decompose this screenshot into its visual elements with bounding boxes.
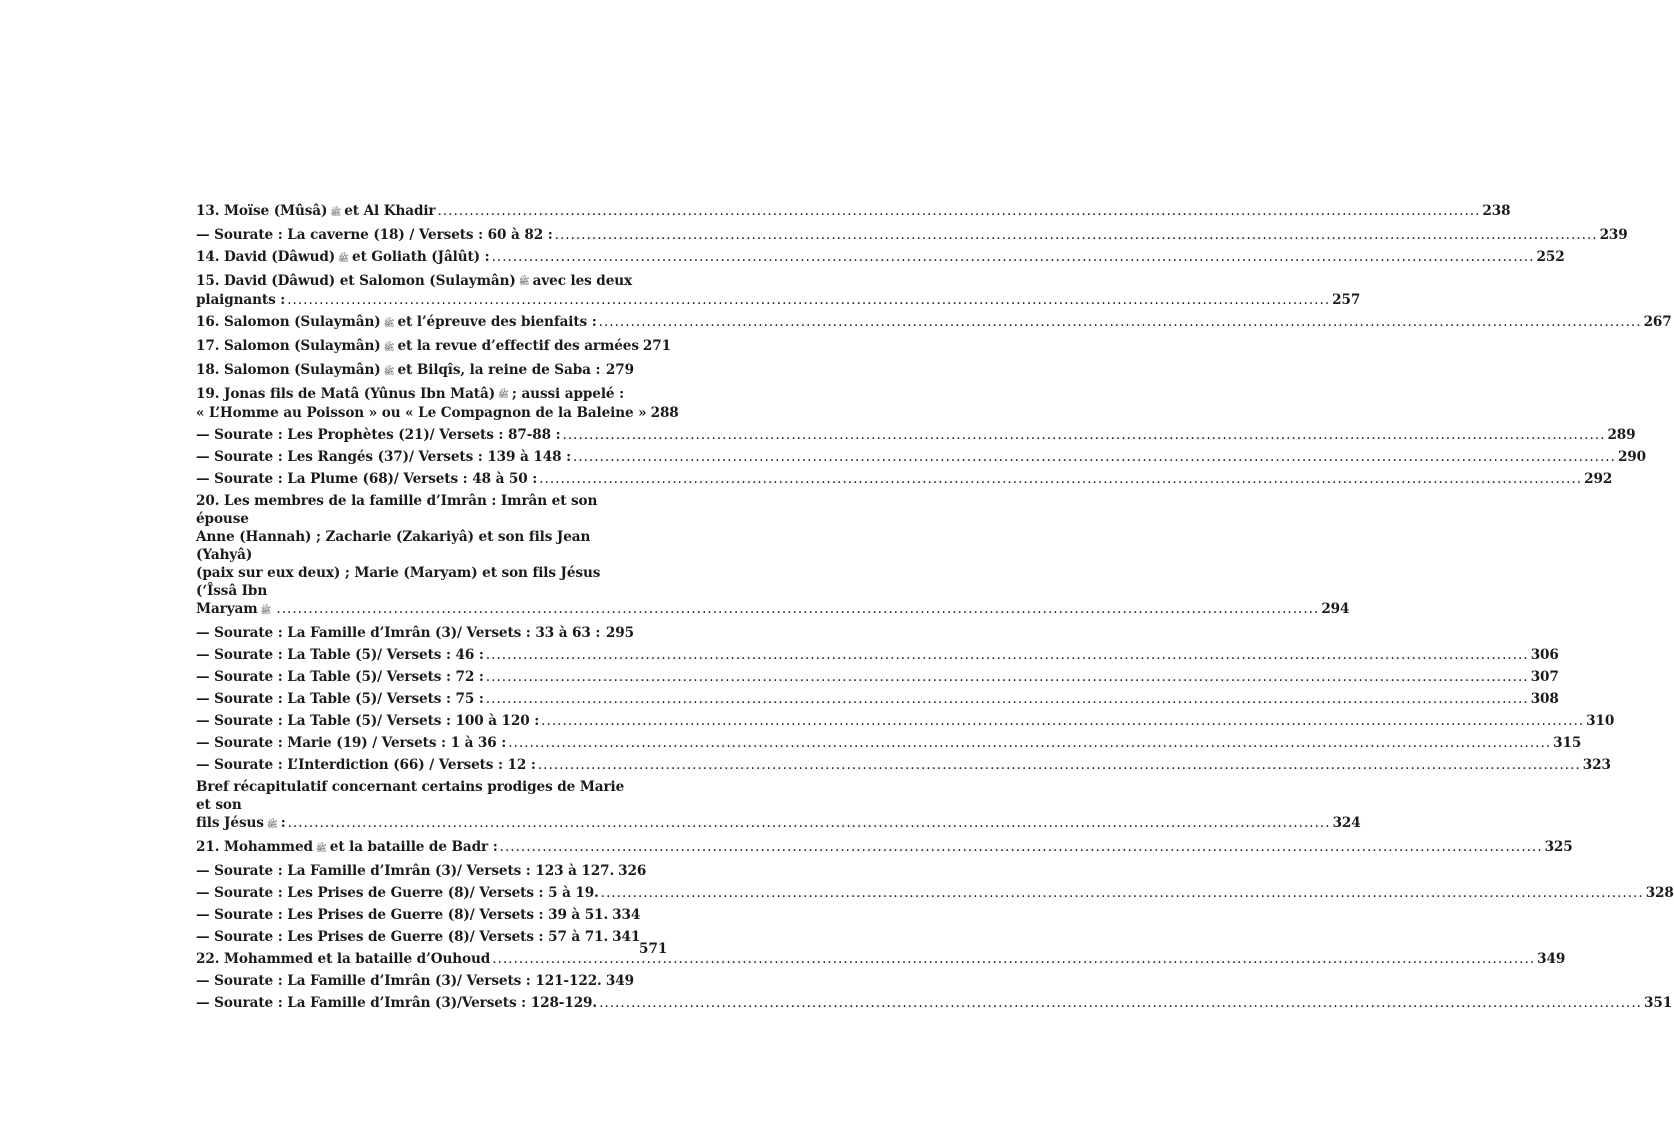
page-ref: 310 bbox=[1586, 713, 1615, 729]
dot-leader bbox=[500, 838, 1543, 856]
entry-title: — Sourate : La caverne (18) / Versets : 60 à 82 : bbox=[196, 227, 553, 243]
dot-leader bbox=[288, 814, 1331, 832]
toc-entry bbox=[196, 470, 1613, 488]
page-ref: 294 bbox=[1321, 601, 1350, 617]
honorific-mark-icon: ﷺ bbox=[266, 820, 278, 830]
entry-title: — Sourate : La Table (5)/ Versets : 46 : bbox=[196, 647, 484, 663]
toc-entry bbox=[196, 906, 641, 924]
dot-leader bbox=[486, 668, 1529, 686]
entry-title-line: ; aussi appelé : bbox=[511, 386, 624, 402]
entry-title: — Sourate : Marie (19) / Versets : 1 à 36 : bbox=[196, 735, 507, 751]
page-ref: 351 bbox=[1644, 995, 1673, 1011]
entry-title-continued: et Al Khadir bbox=[344, 203, 436, 219]
toc-entry bbox=[196, 884, 1674, 902]
dot-leader bbox=[541, 712, 1584, 730]
page-ref: 306 bbox=[1530, 647, 1559, 663]
page-ref: 324 bbox=[1332, 815, 1361, 831]
honorific-mark-icon: ﷺ bbox=[383, 367, 395, 377]
entry-title-continued: et l’épreuve des bienfaits : bbox=[397, 314, 597, 330]
page-ref: 334 bbox=[612, 907, 641, 923]
entry-title: 22. Mohammed et la bataille d’Ouhoud bbox=[196, 951, 491, 967]
dot-leader bbox=[287, 291, 1330, 309]
entry-title-continued: et Goliath (Jâlût) : bbox=[352, 249, 490, 265]
page-ref: 326 bbox=[618, 863, 647, 879]
entry-title: — Sourate : La Famille d’Imrân (3)/Versets : 128-129. bbox=[196, 995, 598, 1011]
dot-leader bbox=[276, 600, 1319, 618]
entry-title: — Sourate : La Table (5)/ Versets : 72 : bbox=[196, 669, 484, 685]
dot-leader bbox=[602, 361, 604, 379]
honorific-mark-icon: ﷺ bbox=[518, 277, 530, 287]
toc-entry bbox=[196, 202, 1511, 222]
toc-entry bbox=[196, 313, 1672, 333]
toc-entry bbox=[196, 838, 1573, 858]
dot-leader bbox=[573, 448, 1616, 466]
entry-title: — Sourate : Les Prises de Guerre (8)/ Versets : 5 à 19. bbox=[196, 885, 599, 901]
toc-entry bbox=[196, 712, 1615, 730]
entry-title: 13. Moïse (Mûsâ) bbox=[196, 203, 328, 219]
entry-title: — Sourate : Les Rangés (37)/ Versets : 139 à 148 : bbox=[196, 449, 571, 465]
page-ref: 267 bbox=[1643, 314, 1672, 330]
toc-entry bbox=[196, 668, 1559, 686]
dot-leader bbox=[538, 756, 1581, 774]
entry-title-line: 20. Les membres de la famille d’Imrân : Imrân et son épouse bbox=[196, 493, 598, 527]
page-ref: 328 bbox=[1645, 885, 1674, 901]
entry-title: — Sourate : La Table (5)/ Versets : 75 : bbox=[196, 691, 484, 707]
toc-entry bbox=[196, 972, 634, 990]
entry-title-line: Bref récapitulatif concernant certains prodiges de Marie et son bbox=[196, 779, 625, 813]
page-ref: 349 bbox=[605, 973, 634, 989]
page-ref: 289 bbox=[1607, 427, 1636, 443]
dot-leader bbox=[486, 690, 1529, 708]
entry-title-line: avec les deux bbox=[532, 273, 633, 289]
honorific-mark-icon: ﷺ bbox=[383, 343, 395, 353]
honorific-mark-icon: ﷺ bbox=[260, 606, 272, 616]
toc-entry bbox=[196, 734, 1582, 752]
dot-leader bbox=[601, 884, 1644, 902]
page-ref: 271 bbox=[642, 338, 671, 354]
toc-entry bbox=[196, 448, 1647, 466]
page-ref: 307 bbox=[1530, 669, 1559, 685]
dot-leader bbox=[599, 313, 1642, 331]
toc-entry bbox=[196, 690, 1559, 708]
honorific-mark-icon: ﷺ bbox=[383, 319, 395, 329]
toc-entry bbox=[196, 337, 671, 357]
toc-entry bbox=[196, 248, 1565, 268]
toc-entry bbox=[196, 928, 641, 946]
honorific-mark-icon: ﷺ bbox=[315, 844, 327, 854]
entry-title-line: 19. Jonas fils de Matâ (Yûnus Ibn Matâ) bbox=[196, 386, 496, 402]
dot-leader bbox=[563, 426, 1606, 444]
entry-title: 21. Mohammed bbox=[196, 839, 313, 855]
page-ref: 315 bbox=[1553, 735, 1582, 751]
toc-entry bbox=[196, 778, 1361, 834]
entry-title: — Sourate : L’Interdiction (66) / Versets : 12 : bbox=[196, 757, 536, 773]
entry-title: — Sourate : Les Prises de Guerre (8)/ Versets : 39 à 51. bbox=[196, 907, 609, 923]
page-ref: 279 bbox=[605, 362, 634, 378]
toc-entry bbox=[196, 385, 679, 422]
toc-entry bbox=[196, 862, 647, 880]
page-ref: 325 bbox=[1544, 839, 1573, 855]
honorific-mark-icon: ﷺ bbox=[330, 208, 342, 218]
dot-leader bbox=[602, 624, 604, 642]
honorific-mark-icon: ﷺ bbox=[498, 390, 509, 400]
page-ref: 239 bbox=[1599, 227, 1628, 243]
page-ref: 252 bbox=[1536, 249, 1565, 265]
entry-title: Maryam bbox=[196, 601, 258, 617]
page-ref: 341 bbox=[612, 929, 641, 945]
entry-title-line: 15. David (Dâwud) et Salomon (Sulaymân) bbox=[196, 273, 516, 289]
page-number: 571 bbox=[639, 941, 668, 957]
entry-title: 17. Salomon (Sulaymân) bbox=[196, 338, 381, 354]
entry-title-line: Anne (Hannah) ; Zacharie (Zakariyâ) et son fils Jean (Yahyâ) bbox=[196, 529, 591, 563]
page-ref: 257 bbox=[1332, 292, 1361, 308]
dot-leader bbox=[555, 226, 1598, 244]
toc-entry bbox=[196, 226, 1628, 244]
entry-title-continued: et la revue d’effectif des armées bbox=[397, 338, 639, 354]
page-ref: 295 bbox=[605, 625, 634, 641]
entry-title-continued: : bbox=[280, 815, 286, 831]
page-ref: 290 bbox=[1617, 449, 1647, 465]
toc-entry bbox=[196, 492, 1350, 620]
page-ref: 292 bbox=[1584, 471, 1613, 487]
toc-entry bbox=[196, 272, 1361, 309]
toc-entry bbox=[196, 950, 1566, 968]
entry-title: — Sourate : La Famille d’Imrân (3)/ Versets : 33 à 63 : bbox=[196, 625, 601, 641]
dot-leader bbox=[539, 470, 1582, 488]
table-of-contents bbox=[196, 202, 1674, 1016]
page-ref: 288 bbox=[650, 405, 679, 421]
entry-title: 16. Salomon (Sulaymân) bbox=[196, 314, 381, 330]
entry-title: 18. Salomon (Sulaymân) bbox=[196, 362, 381, 378]
page-ref: 308 bbox=[1530, 691, 1559, 707]
entry-title: — Sourate : La Table (5)/ Versets : 100 à 120 : bbox=[196, 713, 540, 729]
page-ref: 349 bbox=[1537, 951, 1566, 967]
entry-title: — Sourate : Les Prises de Guerre (8)/ Versets : 57 à 71. bbox=[196, 929, 609, 945]
entry-title-continued: et la bataille de Badr : bbox=[329, 839, 498, 855]
toc-entry bbox=[196, 426, 1636, 444]
entry-title: 14. David (Dâwud) bbox=[196, 249, 336, 265]
entry-title-line: (paix sur eux deux) ; Marie (Maryam) et son fils Jésus (‘Îssâ Ibn bbox=[196, 565, 601, 599]
entry-title-continued: et Bilqîs, la reine de Saba : bbox=[397, 362, 601, 378]
honorific-mark-icon: ﷺ bbox=[338, 254, 350, 264]
dot-leader bbox=[486, 646, 1529, 664]
entry-title: — Sourate : La Famille d’Imrân (3)/ Versets : 121-122. bbox=[196, 973, 602, 989]
page-ref: 323 bbox=[1582, 757, 1611, 773]
dot-leader bbox=[508, 734, 1551, 752]
dot-leader bbox=[437, 202, 1480, 220]
entry-title: fils Jésus bbox=[196, 815, 264, 831]
entry-title: — Sourate : Les Prophètes (21)/ Versets : 87-88 : bbox=[196, 427, 561, 443]
dot-leader bbox=[492, 248, 1535, 266]
toc-entry bbox=[196, 624, 634, 642]
entry-title: plaignants : bbox=[196, 292, 286, 308]
page-ref: 238 bbox=[1482, 203, 1511, 219]
toc-entry bbox=[196, 646, 1559, 664]
dot-leader bbox=[599, 994, 1642, 1012]
toc-entry bbox=[196, 361, 634, 381]
toc-entry bbox=[196, 994, 1673, 1012]
entry-title: — Sourate : La Plume (68)/ Versets : 48 à 50 : bbox=[196, 471, 538, 487]
toc-entry bbox=[196, 756, 1611, 774]
entry-title: — Sourate : La Famille d’Imrân (3)/ Versets : 123 à 127. bbox=[196, 863, 615, 879]
entry-title: « L’Homme au Poisson » ou « Le Compagnon de la Baleine » bbox=[196, 405, 647, 421]
